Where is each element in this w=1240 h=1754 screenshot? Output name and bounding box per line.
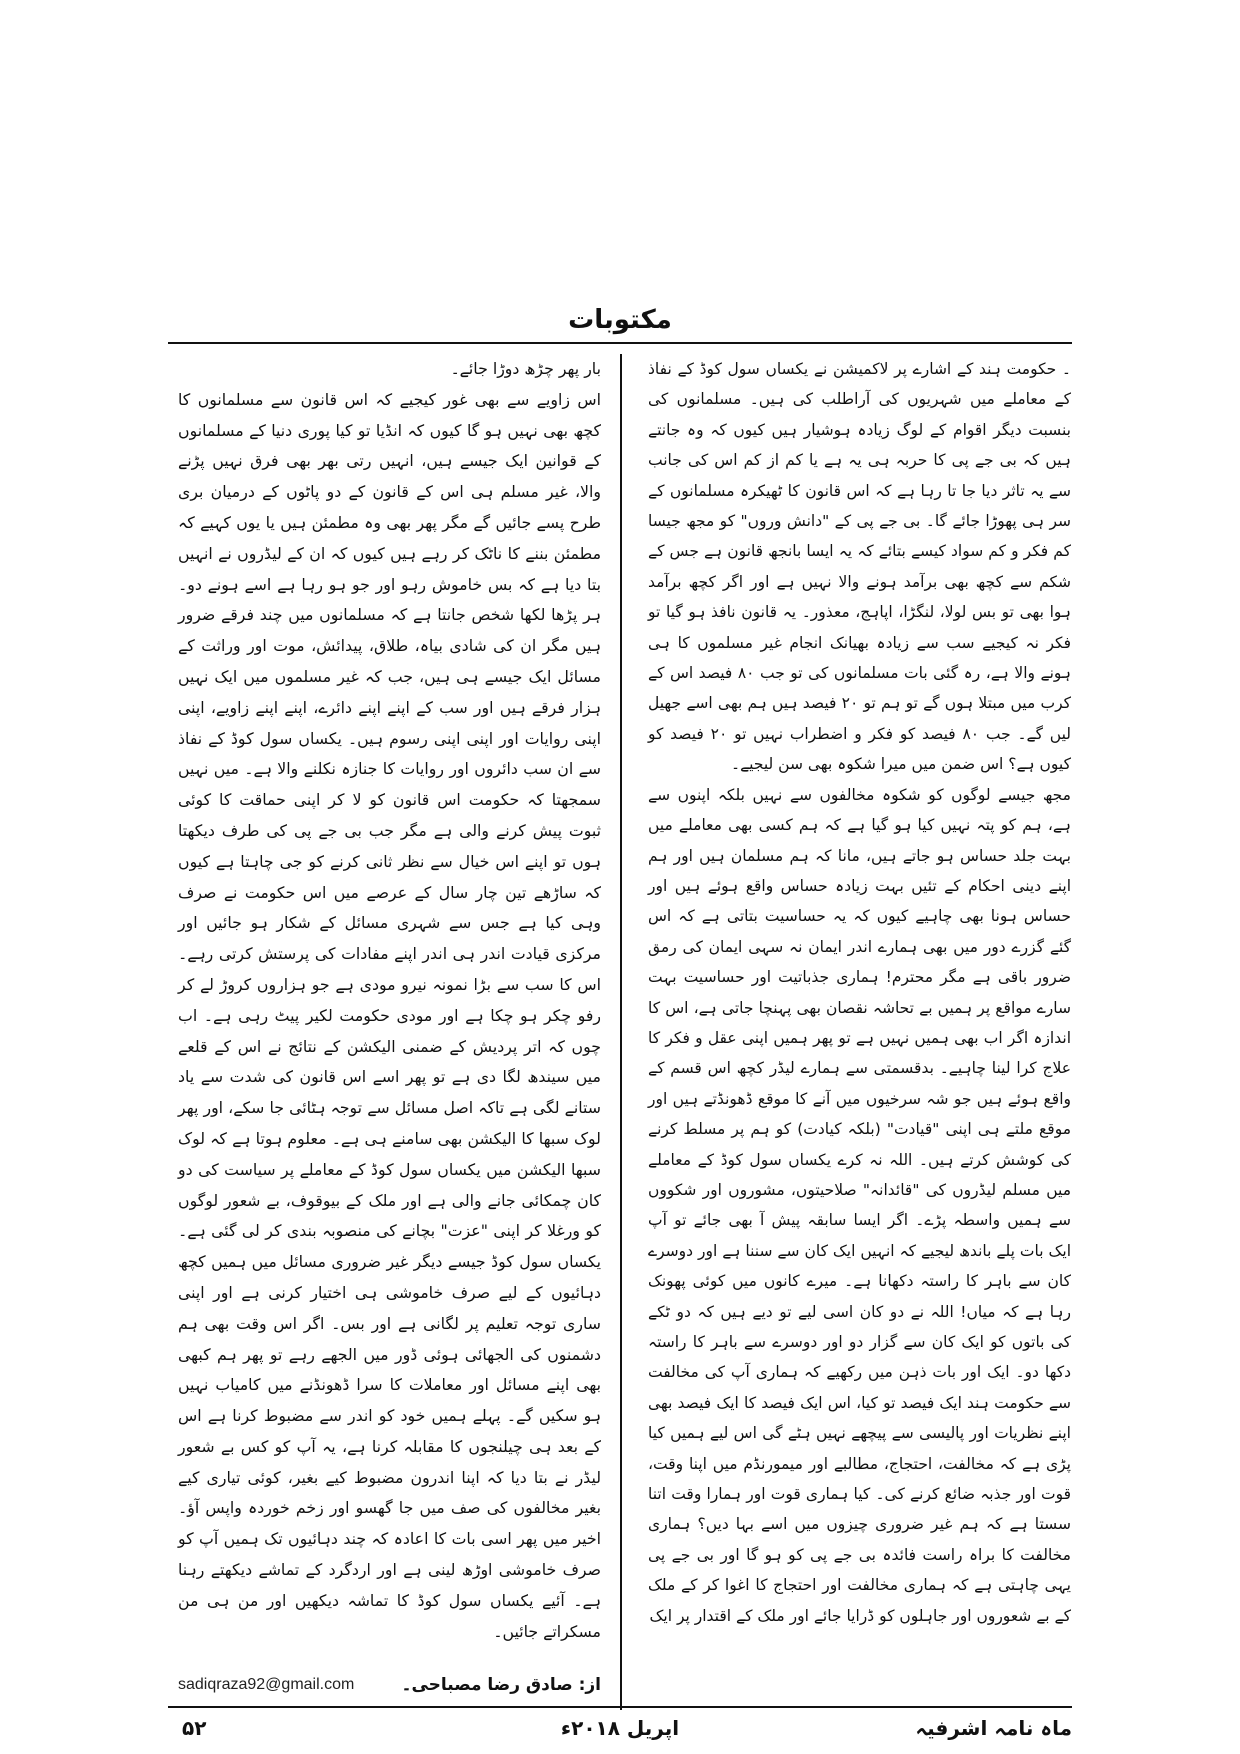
paragraph: ۔ حکومت ہند کے اشارے پر لاکمیشن نے یکساں سول کوڈ کے نفاذ کے معاملے میں شہریوں کی آراطلب کی ہیں۔ مسلمانوں کی بنسبت دیگر اقوام کے لوگ زیادہ ہوشیار ہیں کیوں کہ وہ جانتے ہیں کہ بی جے پی کا حربہ ہی یہ ہے یا کم از کم اس کی جانب سے یہ تاثر دیا جا تا رہا ہے کہ اس قانون کا ٹھیکرہ مسلمانوں کے سر ہی پھوڑا جائے گا۔ بی جے پی کے "دانش وروں" کو مجھ جیسا کم فکر و کم سواد کیسے بتائے کہ یہ ایسا بانجھ قانون ہے جس کے شکم سے کچھ بھی برآمد ہونے والا نہیں ہے اور اگر کچھ برآمد ہوا بھی تو بس لولا، لنگڑا، اپاہج، معذور۔ یہ قانون نافذ ہو گیا تو فکر نہ کیجیے سب سے زیادہ بھیانک انجام غیر مسلموں کا ہی ہونے والا ہے، رہ گئی بات مسلمانوں کی تو جب ۸۰ فیصد اس کے کرب میں مبتلا ہوں گے تو ہم تو ۲۰ فیصد ہیں ہم بھی اسے جھیل لیں گے۔ جب ۸۰ فیصد کو فکر و اضطراب نہیں تو ۲۰ فیصد کو کیوں ہے؟ اس ضمن میں میرا شکوہ بھی سن لیجیے۔ bbox=[648, 360, 1071, 774]
paragraph: مجھ جیسے لوگوں کو شکوہ مخالفوں سے نہیں بلکہ اپنوں سے ہے، ہم کو پتہ نہیں کیا ہو گیا ہے کہ ہم کسی بھی معاملے میں بہت جلد حساس ہو جاتے ہیں، مانا کہ ہم مسلمان ہیں اور ہم اپنے دینی احکام کے تئیں بہت زیادہ حساس واقع ہوئے ہیں اور حساس ہونا بھی چاہیے کیوں کہ یہ حساسیت بتاتی ہے کہ اس گئے گزرے دور میں بھی ہمارے اندر ایمان نہ سہی ایمان کی رمق ضرور باقی ہے مگر محترم! ہماری جذباتیت اور حساسیت بہت سارے مواقع پر ہمیں بے تحاشہ نقصان بھی پہنچا جاتی ہے، اس کا اندازہ اگر اب بھی ہمیں نہیں ہے تو پھر ہمیں اپنی عقل و فکر کا علاج کرا لینا چاہیے۔ بدقسمتی سے ہمارے لیڈر کچھ اس قسم کے واقع ہوئے ہیں جو شہ سرخیوں میں آنے کا موقع ڈھونڈتے ہیں اور موقع ملتے ہی اپنی "قیادت" (بلکہ کیادت) کو ہم پر مسلط کرنے کی کوشش کرتے ہیں۔ اللہ نہ کرے یکساں سول کوڈ کے معاملے میں مسلم لیڈروں کی "قائدانہ" صلاحیتوں، مشوروں اور شکووں سے ہمیں واسطہ پڑے۔ اگر ایسا سابقہ پیش آ بھی جائے تو آپ ایک بات پلے باندھ لیجیے کہ انہیں ایک کان سے سننا ہے اور دوسرے کان سے باہر کا راستہ دکھانا ہے۔ میرے کانوں میں کوئی پھونک رہا ہے کہ میاں! اللہ نے دو کان اسی لیے تو دیے ہیں کہ دو ٹکے کی باتوں کو ایک کان سے گزار دو اور دوسرے سے باہر کا راستہ دکھا دو۔ ایک اور بات ذہن میں رکھیے کہ ہماری آپ کی مخالفت سے حکومت ہند ایک فیصد تو کیا، اس ایک فیصد کا ایک فیصد بھی اپنے نظریات اور پالیسی سے پیچھے نہیں ہٹے گی اس لیے ہمیں کیا پڑی ہے کہ مخالفت، احتجاج، مطالبے اور میمورنڈم میں اپنا وقت، قوت اور جذبہ ضائع کرنے کی۔ کیا ہماری قوت اور ہمارا وقت اتنا سستا ہے کہ ہم غیر ضروری چیزوں میں اسے بہا دیں؟ ہماری مخالفت کا براہ راست فائدہ بی جے پی کو ہو گا اور بی جے پی یہی چاہتی ہے کہ ہماری مخالفت اور احتجاج کا اغوا کر کے ملک کے بے شعوروں اور جاہلوں کو ڈرایا جائے اور ملک کے اقتدار پر ایک bbox=[648, 785, 1071, 1625]
right-column bbox=[648, 354, 1071, 1631]
footer-rule bbox=[168, 1706, 1072, 1708]
column-divider bbox=[620, 354, 622, 1710]
paragraph: اس زاویے سے بھی غور کیجیے کہ اس قانون سے مسلمانوں کا کچھ بھی نہیں ہو گا کیوں کہ انڈیا تو کیا پوری دنیا کے مسلمانوں کے قوانین ایک جیسے ہیں، انہیں رتی بھر بھی فرق نہیں پڑنے والا، غیر مسلم ہی اس کے قانون کے دو پاٹوں کے درمیان بری طرح پسے جائیں گے مگر پھر بھی وہ مطمئن ہیں یا یوں کہیے کہ مطمئن بننے کا ناٹک کر رہے ہیں کیوں کہ ان کے لیڈروں نے انہیں بتا دیا ہے کہ بس خاموش رہو اور جو ہو رہا ہے اسے ہونے دو۔ ہر پڑھا لکھا شخص جانتا ہے کہ مسلمانوں میں چند فرقے ضرور ہیں مگر ان کی شادی بیاہ، طلاق، پیدائش، موت اور وراثت کے مسائل ایک جیسے ہی ہیں، جب کہ غیر مسلموں میں ایک نہیں ہزار فرقے ہیں اور سب کے اپنے اپنے دائرے، اپنے اپنے زاویے، اپنی اپنی روایات اور اپنی اپنی رسوم ہیں۔ یکساں سول کوڈ کے نفاذ سے ان سب دائروں اور روایات کا جنازہ نکلنے والا ہے۔ میں نہیں سمجھتا کہ حکومت اس قانون کو لا کر اپنی حماقت کا کوئی ثبوت پیش کرنے والی ہے مگر جب بی جے پی کی طرف دیکھتا ہوں تو اپنے اس خیال سے نظر ثانی کرنے کو جی چاہتا ہے کیوں کہ ساڑھے تین چار سال کے عرصے میں اس حکومت نے صرف وہی کیا ہے جس سے شہری مسائل کے شکار ہو جائیں اور مرکزی قیادت اندر ہی اندر اپنے مفادات کی پرستش کرتی رہے۔ اس کا سب سے بڑا نمونہ نیرو مودی ہے جو ہزاروں کروڑ لے کر رفو چکر ہو چکا ہے اور مودی حکومت لکیر پیٹ رہی ہے۔ اب چوں کہ اتر پردیش کے ضمنی الیکشن کے نتائج نے اس کے قلعے میں سیندھ لگا دی ہے تو پھر اسے اس قانون کی شدت سے یاد ستانے لگی ہے تاکہ اصل مسائل سے توجہ ہٹائی جا سکے، اور پھر لوک سبھا کا الیکشن بھی سامنے ہی ہے۔ معلوم ہوتا ہے کہ لوک سبھا الیکشن میں یکساں سول کوڈ کے معاملے پر سیاست کی دو کان چمکائی جانے والی ہے اور ملک کے بیوقوف، بے شعور لوگوں کو ورغلا کر اپنی "عزت" بچانے کی منصوبہ بندی کر لی گئی ہے۔ یکساں سول کوڈ جیسے دیگر غیر ضروری مسائل میں ہمیں کچھ دہائیوں کے لیے صرف خاموشی ہی اختیار کرنی ہے اور اپنی ساری توجہ تعلیم پر لگانی ہے اور بس۔ اگر اس وقت بھی ہم دشمنوں کی الجھائی ہوئی ڈور میں الجھے رہے تو پھر ہم کبھی بھی اپنے مسائل اور معاملات کا سرا ڈھونڈنے میں کامیاب نہیں ہو سکیں گے۔ پہلے ہمیں خود کو اندر سے مضبوط کرنا ہے اس کے بعد ہی چیلنجوں کا مقابلہ کرنا ہے، یہ آپ کو کس بے شعور لیڈر نے بتا دیا کہ اپنا اندرون مضبوط کیے بغیر، کوئی تیاری کیے بغیر مخالفوں کی صف میں جا گھسو اور زخم خوردہ واپس آؤ۔ اخیر میں پھر اسی بات کا اعادہ کہ چند دہائیوں تک ہمیں آپ کو صرف خاموشی اوڑھ لینی ہے اور اردگرد کے تماشے دیکھتے رہنا ہے۔ آئیے یکساں سول کوڈ کا تماشہ دیکھیں اور من ہی من مسکراتے جائیں۔ bbox=[178, 389, 601, 1641]
author-name: از: صادق رضا مصباحی۔ bbox=[401, 1675, 601, 1695]
paragraph: بار پھر چڑھ دوڑا جائے۔ bbox=[450, 359, 601, 378]
page-title: مکتوبات bbox=[568, 305, 672, 335]
author-signature bbox=[178, 1673, 601, 1697]
page-number: ۵۲ bbox=[182, 1716, 207, 1740]
header-rule bbox=[168, 342, 1072, 344]
footer-issue-date: اپریل ۲۰۱۸ء bbox=[560, 1716, 680, 1740]
author-email: sadiqraza92@gmail.com bbox=[178, 1676, 355, 1693]
footer-magazine-name: ماہ نامہ اشرفیہ bbox=[915, 1716, 1072, 1740]
left-column bbox=[178, 354, 601, 1647]
